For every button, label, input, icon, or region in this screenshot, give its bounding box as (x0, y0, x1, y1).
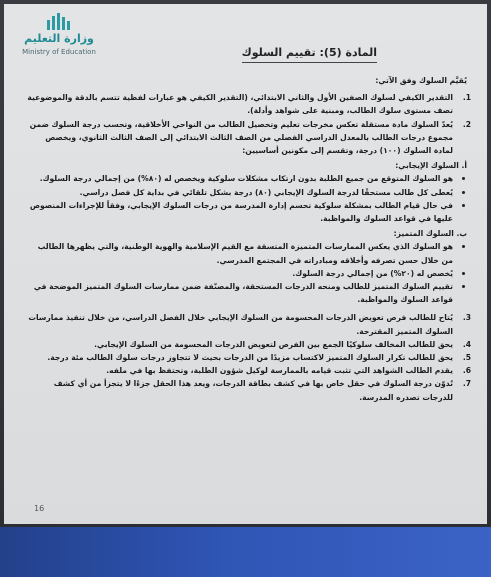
item-text: التقدير الكيفي لسلوك الصفين الأول والثاني الابتدائي، (التقدير الكيفي هو عبارات لفظية تتسم بالدقة والموضوعية تصف مستوى سلوك الطالب، ومبنية على شواهد وأدلة). (27, 93, 453, 116)
item-text: تُدوّن درجة السلوك في حقل خاص بها في كشف بطاقة الدرجات، ويعد هذا الحقل جزءًا لا يتجزأ من أي كشف للدرجات تصدره المدرسة. (53, 379, 453, 402)
item-number: 2. (462, 119, 471, 129)
item-text: يحق للطالب تكرار السلوك المتميز لاكتساب مزيدًا من الدرجات بحيث لا تتجاوز درجات سلوك الطالب مئة درجة. (47, 353, 453, 363)
item-text: يُتاح للطالب فرص تعويض الدرجات المحسومة من السلوك الإيجابي خلال الفصل الدراسي، من خلال تنفيذ ممارسات السلوك المتميز المقترحة. (28, 313, 453, 336)
numbered-item (26, 311, 471, 337)
item-text: يحق للطالب المخالف سلوكيًا الجمع بين الفرص لتعويض الدرجات المحسومة من السلوك الإيجابي. (94, 339, 453, 349)
bullet-dot-icon (462, 191, 465, 194)
intro-line: يُقيَّم السلوك وفق الآتي: (375, 76, 467, 85)
bullet-text: تقييم السلوك المتميز للطالب ومنحه الدرجات المستحقة، والمصنّفة ضمن ممارسات السلوك المتميز الموضحة في قواعد السلوك والمواظبة. (33, 282, 453, 305)
bullet-item (26, 186, 467, 199)
bullet-dot-icon (462, 272, 465, 275)
bullet-text: يُخصص له (٢٠%) من إجمالي درجة السلوك. (292, 268, 453, 278)
page-number: 16 (34, 504, 45, 513)
article-body (26, 74, 471, 404)
bullet-dot-icon (462, 285, 465, 288)
item-number: 5. (462, 353, 471, 363)
article-title: المادة (5): تقييم السلوك (242, 46, 377, 63)
item-text: يُعدّ السلوك مادة مستقلة تعكس مخرجات تعليم وتحصيل الطالب من النواحي الأخلاقية، وتحسب درجة السلوك ضمن مجموع درجات الطالب بالمعدل الدراسي الفصلي من الصف الثالث الابتدائي إلى الصف الثالث الثانوي، ويخصص لمادة السلوك (١٠٠) درجة، وتقسم إلى مكونين أساسيين: (29, 119, 453, 156)
bullet-text: في حال قيام الطالب بمشكلة سلوكية تحسم إدارة المدرسة من درجات السلوك الإيجابي، وفقاً للإجراءات المنصوص عليها في قواعد السلوك والمواظبة. (29, 200, 453, 224)
logo-arabic-text: وزارة التعليم (24, 32, 94, 45)
numbered-item (26, 377, 471, 403)
numbered-item (26, 364, 471, 377)
numbered-item (26, 91, 471, 117)
numbered-item (26, 338, 471, 351)
logo-english-text: Ministry of Education (22, 48, 96, 56)
bullet-dot-icon (462, 177, 465, 180)
bullet-item (26, 172, 467, 185)
bullet-text: هو السلوك الذي يعكس الممارسات المتميزة المتسقة مع القيم الإسلامية والهوية الوطنية، والتي يظهرها الطالب من خلال حسن تصرفه وأخلاقه ومبادراته في المجتمع المدرسي. (37, 242, 453, 265)
item-number: 3. (462, 313, 471, 323)
ministry-logo (14, 12, 104, 60)
bullet-item (26, 199, 467, 225)
ministry-emblem-icon (44, 12, 74, 32)
bullet-text: يُعطى كل طالب مستحقًا لدرجة السلوك الإيجابي (٨٠) درجة بشكل تلقائي في بداية كل فصل دراسي. (79, 187, 453, 197)
footer-stripe (0, 527, 491, 577)
bullet-item (26, 267, 467, 280)
bullet-dot-icon (462, 245, 465, 248)
numbered-item (26, 351, 471, 364)
bullet-item (26, 280, 467, 306)
item-number: 4. (462, 339, 471, 349)
item-number: 7. (462, 379, 471, 389)
item-number: 6. (462, 366, 471, 376)
bullet-dot-icon (462, 204, 465, 207)
section-b-heading: ب. السلوك المتميز: (393, 229, 467, 239)
section-a-heading: أ. السلوك الإيجابي: (395, 161, 467, 171)
bullet-text: هو السلوك المتوقع من جميع الطلبة بدون ارتكاب مشكلات سلوكية ويخصص له (٨٠%) من إجمالي درجة السلوك. (39, 174, 453, 184)
bullet-item (26, 240, 467, 266)
item-number: 1. (462, 93, 471, 103)
document-page (4, 4, 487, 524)
item-text: يقدم الطالب الشواهد التي تثبت قيامه بالممارسة لوكيل شؤون الطلبة، وتحتفظ بها في ملفه. (106, 366, 453, 376)
numbered-item (26, 118, 471, 158)
